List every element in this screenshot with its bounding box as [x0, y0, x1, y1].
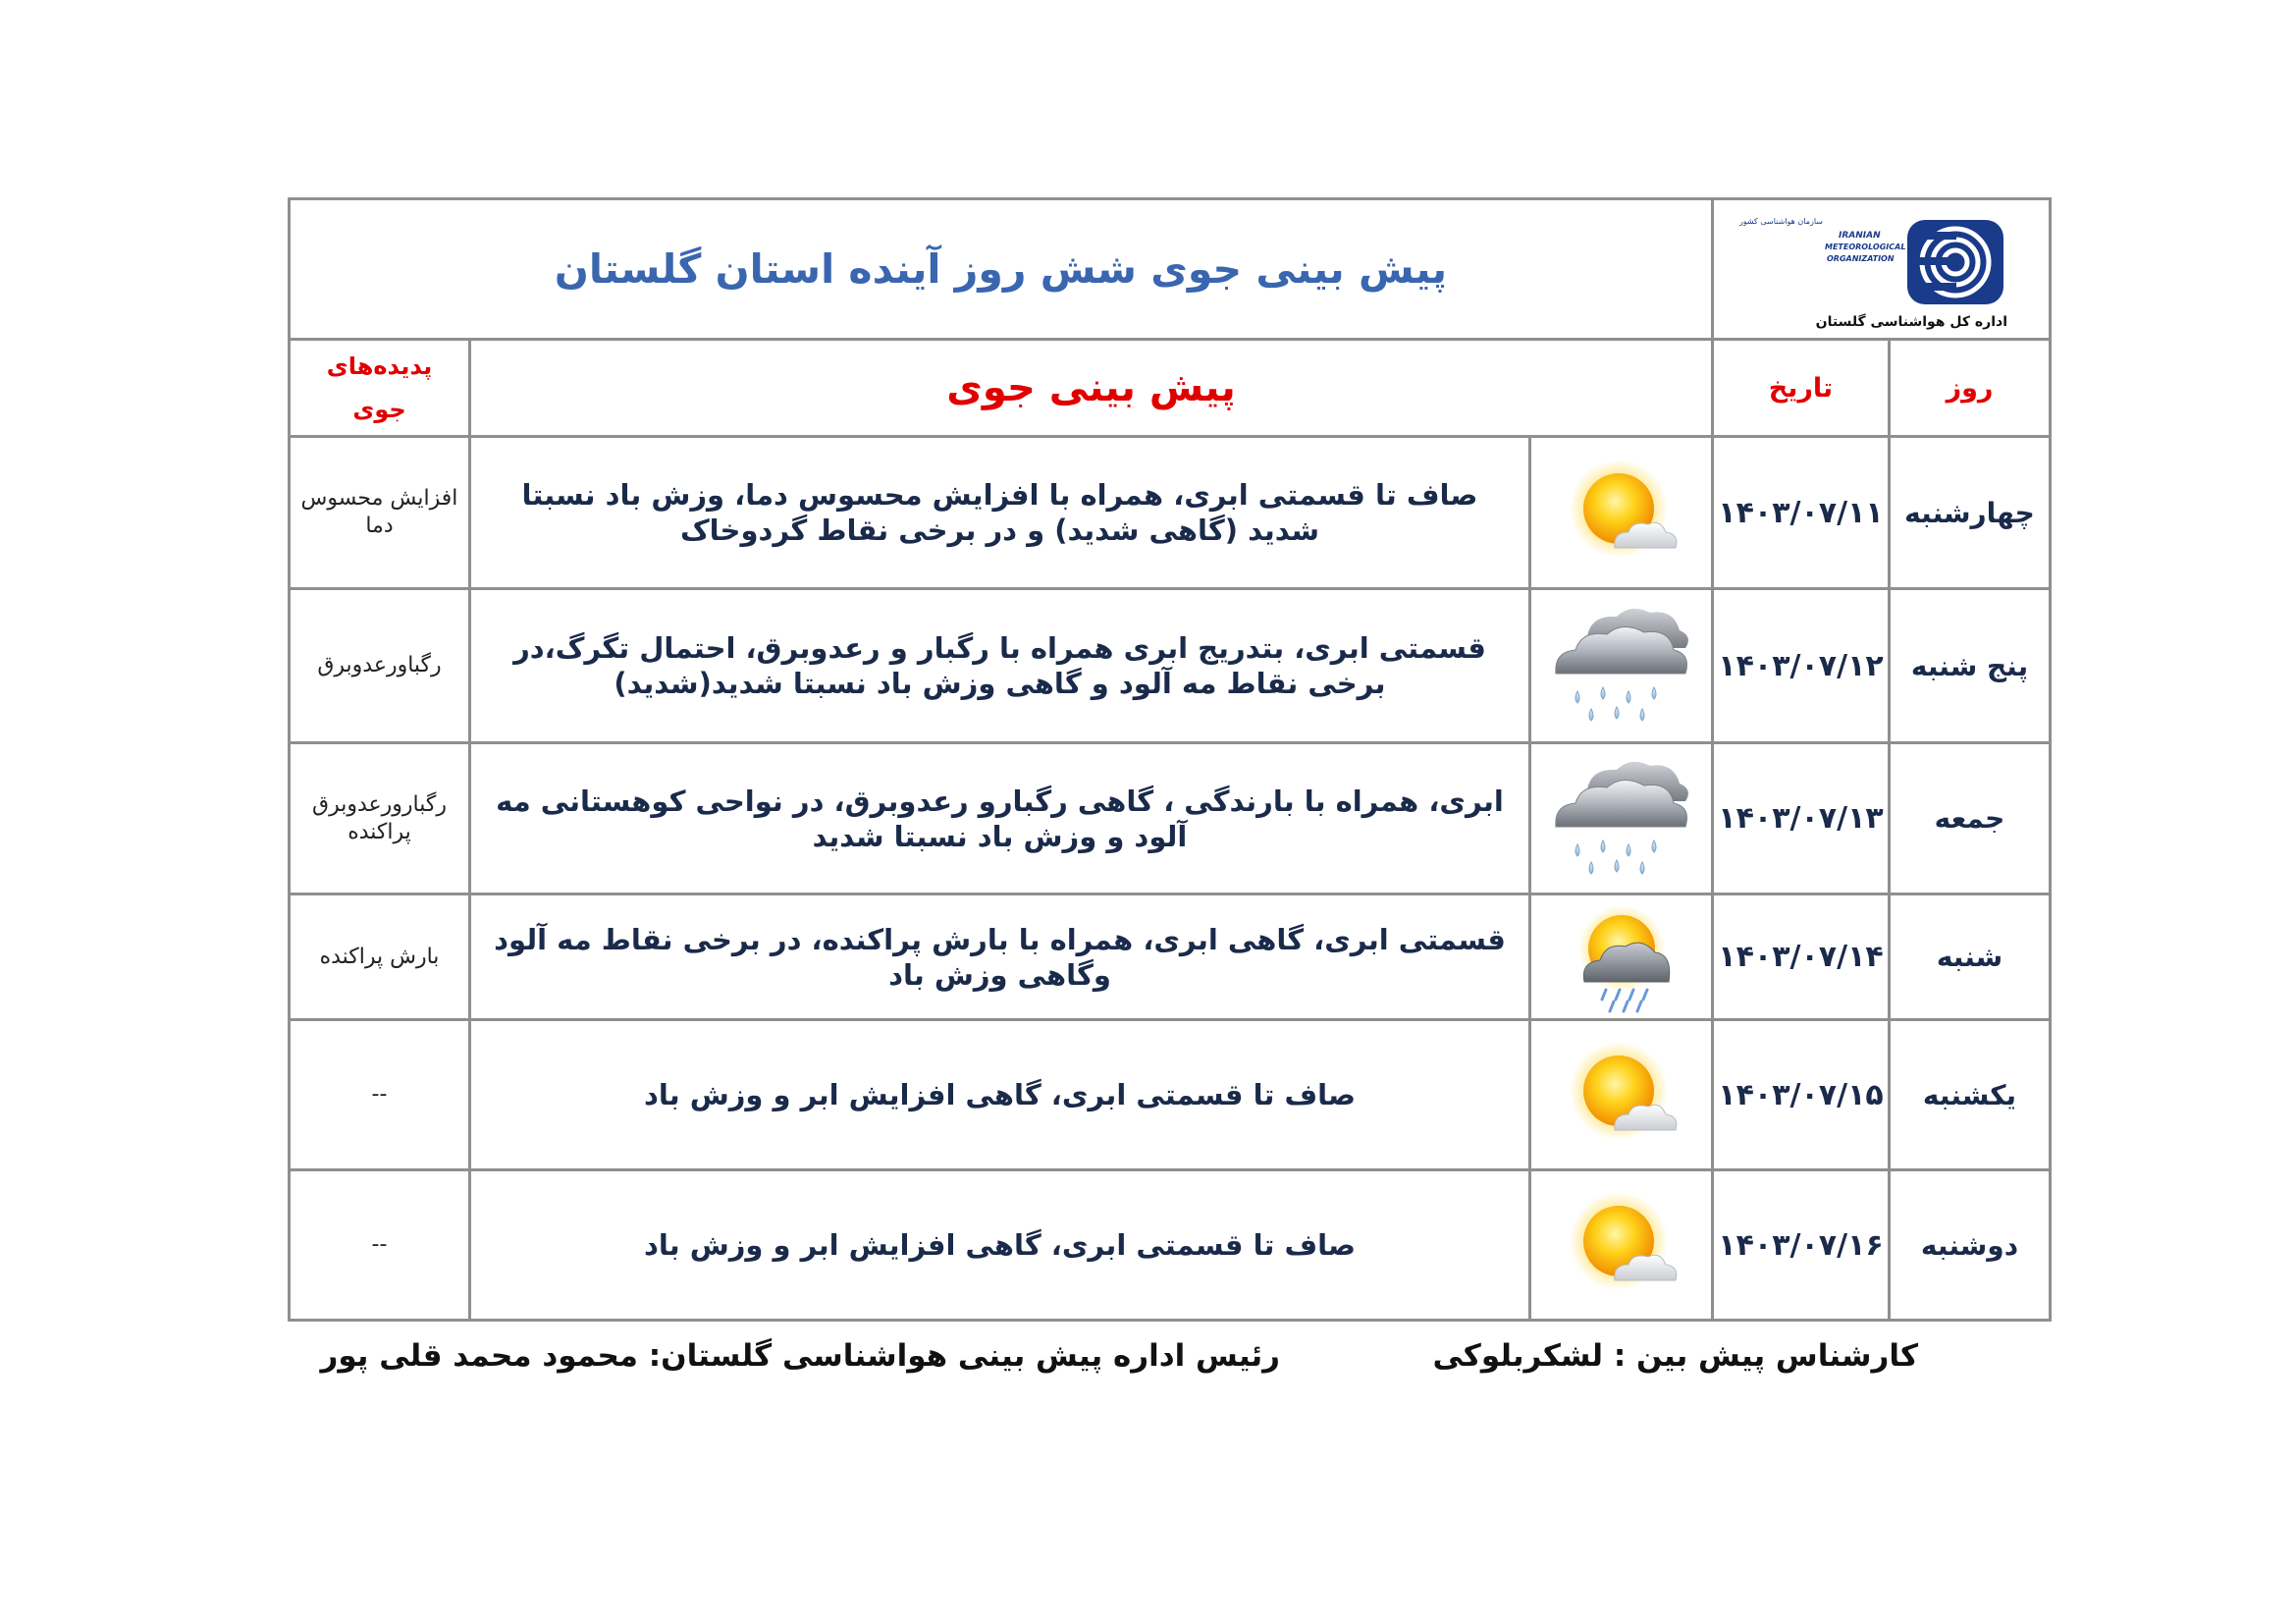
phenomena-header — [290, 340, 470, 437]
sun-cloud-icon — [1558, 454, 1685, 571]
date-cell: ۱۴۰۳/۰۷/۱۳ — [1713, 743, 1890, 894]
date-cell: ۱۴۰۳/۰۷/۱۱ — [1713, 437, 1890, 589]
phenomena-cell: رگباورعدوبرق — [290, 589, 470, 743]
phenomena-header-line1: پدیده‌های — [326, 352, 433, 380]
day-cell: چهارشنبه — [1890, 437, 2051, 589]
logo-line-4: ORGANIZATION — [1827, 254, 1895, 263]
meteorological-organization-logo-icon — [1738, 212, 2007, 310]
forecast-cell: ابری، همراه با بارندگی ، گاهی رگبارو رعدوبرق، در نواحی کوهستانی مه آلود و وزش باد نسبتا شدید — [470, 743, 1530, 894]
logo — [1738, 212, 2007, 330]
table-row — [290, 437, 2051, 589]
date-cell: ۱۴۰۳/۰۷/۱۶ — [1713, 1170, 1890, 1321]
weather-icon-cell — [1530, 743, 1713, 894]
date-header: تاریخ — [1713, 340, 1890, 437]
date-cell: ۱۴۰۳/۰۷/۱۲ — [1713, 589, 1890, 743]
phenomena-header-line2: جوی — [352, 396, 406, 423]
table-row — [290, 894, 2051, 1020]
forecast-cell: صاف تا قسمتی ابری، گاهی افزایش ابر و وزش باد — [470, 1170, 1530, 1321]
table-row — [290, 1170, 2051, 1321]
header-row — [290, 340, 2051, 437]
sun-cloud-icon — [1558, 1186, 1685, 1304]
forecast-cell: قسمتی ابری، بتدریج ابری همراه با رگبار و رعدوبرق، احتمال تگرگ،در برخی نقاط مه آلود و گاهی وزش باد نسبتا شدید(شدید) — [470, 589, 1530, 743]
day-cell: یکشنبه — [1890, 1020, 2051, 1170]
day-cell: دوشنبه — [1890, 1170, 2051, 1321]
forecast-cell: صاف تا قسمتی ابری، گاهی افزایش ابر و وزش باد — [470, 1020, 1530, 1170]
page-title: پیش بینی جوی شش روز آینده استان گلستان — [290, 199, 1713, 340]
table-row — [290, 589, 2051, 743]
phenomena-cell: -- — [290, 1170, 470, 1321]
sun-cloud-icon — [1558, 1036, 1685, 1154]
day-cell: پنج شنبه — [1890, 589, 2051, 743]
day-cell: شنبه — [1890, 894, 2051, 1020]
logo-cell — [1713, 199, 2051, 340]
phenomena-cell: بارش پراکنده — [290, 894, 470, 1020]
date-cell: ۱۴۰۳/۰۷/۱۵ — [1713, 1020, 1890, 1170]
phenomena-cell: افزایش محسوس دما — [290, 437, 470, 589]
sun-rain-cloud-icon — [1563, 899, 1681, 1015]
phenomena-cell: -- — [290, 1020, 470, 1170]
table-row — [290, 743, 2051, 894]
weather-icon-cell — [1530, 437, 1713, 589]
table-row — [290, 1020, 2051, 1170]
logo-line-1: سازمان هواشناسی کشور — [1738, 217, 1823, 226]
head-of-office-signature: رئیس اداره پیش بینی هواشناسی گلستان: محمود محمد قلی پور — [320, 1338, 1280, 1374]
logo-line-3: METEOROLOGICAL — [1825, 243, 1906, 251]
forecast-cell: صاف تا قسمتی ابری، همراه با افزایش محسوس دما، وزش باد نسبتا شدید (گاهی شدید) و در برخی نقاط گردوخاک — [470, 437, 1530, 589]
rain-cloud-icon — [1548, 750, 1695, 888]
forecaster-signature: کارشناس پیش بین : لشکربلوکی — [1432, 1338, 1918, 1374]
forecast-header: پیش بینی جوی — [470, 340, 1713, 437]
forecast-cell: قسمتی ابری، گاهی ابری، همراه با بارش پراکنده، در برخی نقاط مه آلود وگاهی وزش باد — [470, 894, 1530, 1020]
day-header: روز — [1890, 340, 2051, 437]
weather-icon-cell — [1530, 1020, 1713, 1170]
forecast-table — [288, 197, 2052, 1322]
weather-icon-cell — [1530, 589, 1713, 743]
date-cell: ۱۴۰۳/۰۷/۱۴ — [1713, 894, 1890, 1020]
logo-line-2: IRANIAN — [1839, 231, 1881, 241]
title-row — [290, 199, 2051, 340]
weather-icon-cell — [1530, 1170, 1713, 1321]
rain-cloud-icon — [1548, 597, 1695, 734]
weather-icon-cell — [1530, 894, 1713, 1020]
phenomena-cell: رگبارورعدوبرق پراکنده — [290, 743, 470, 894]
logo-caption: اداره کل هواشناسی گلستان — [1815, 314, 2007, 330]
day-cell: جمعه — [1890, 743, 2051, 894]
